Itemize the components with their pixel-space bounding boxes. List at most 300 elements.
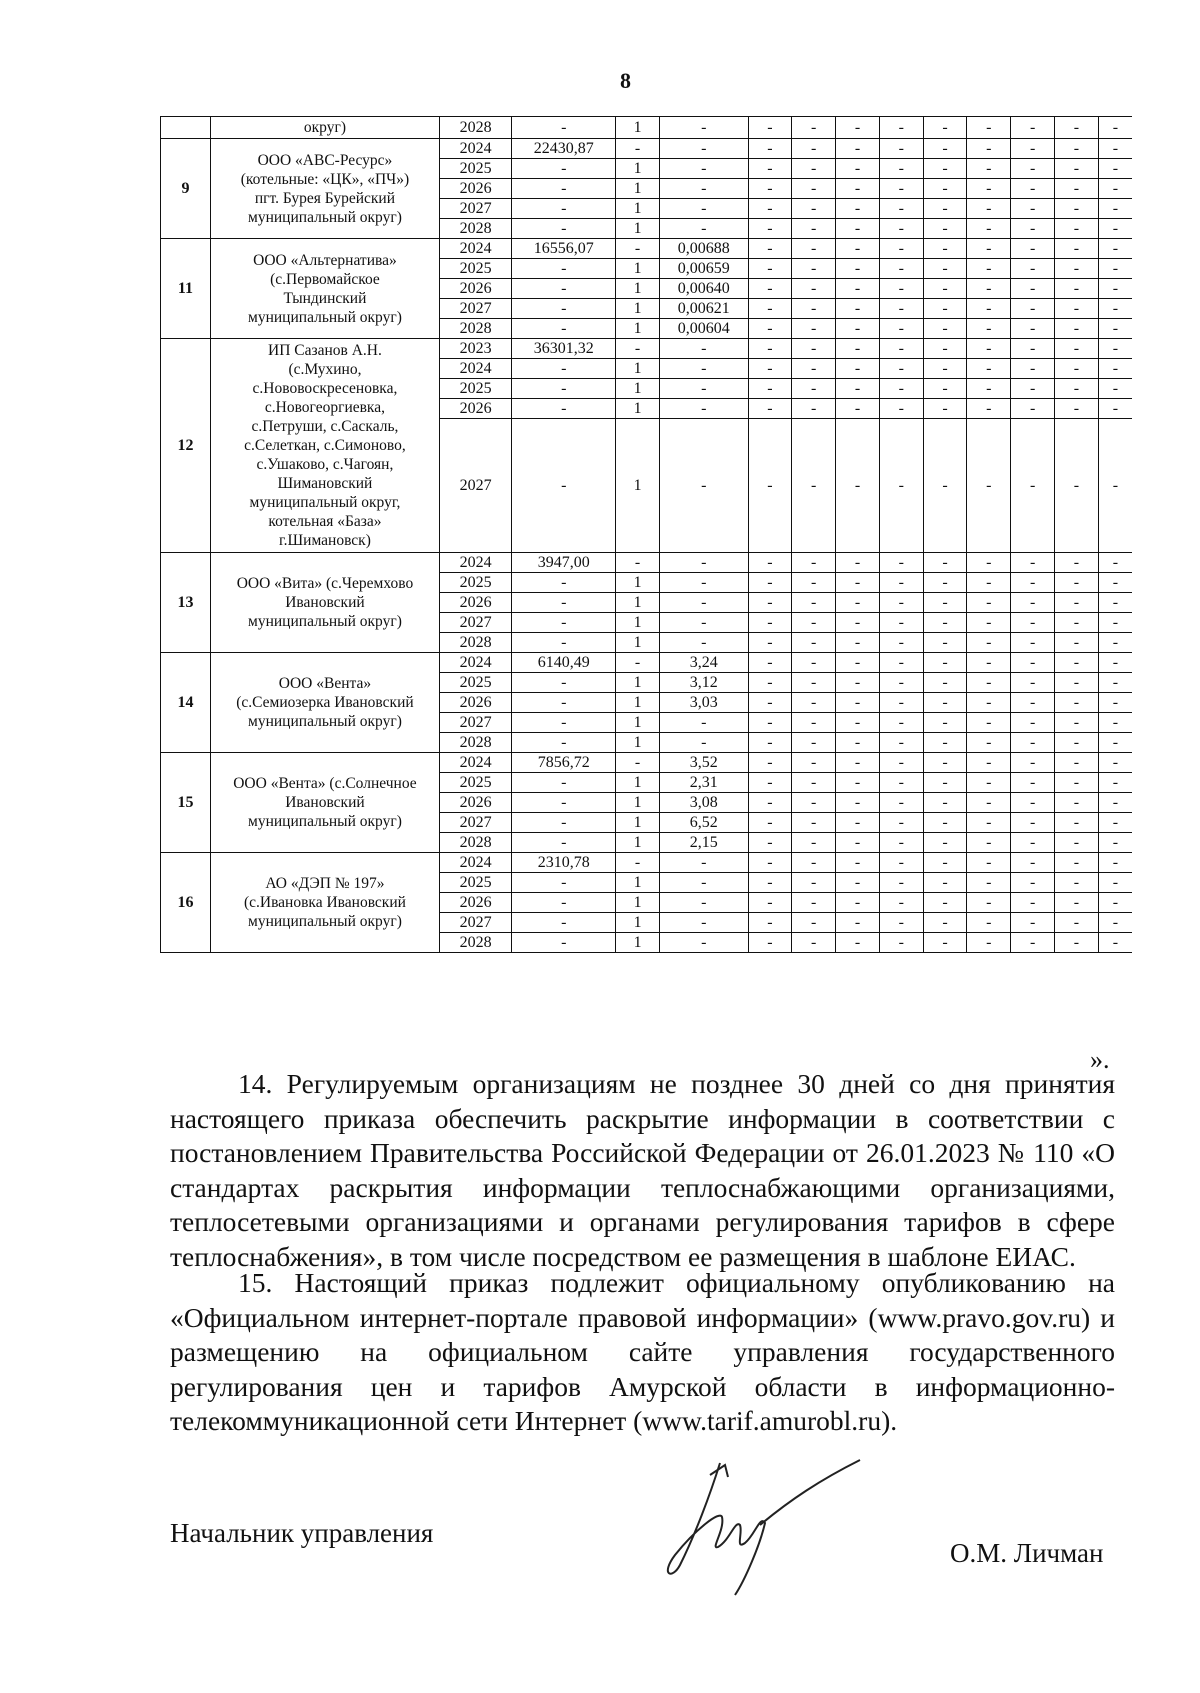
flag-cell: 1 — [616, 813, 660, 833]
indicator-cell: - — [659, 573, 748, 593]
flag-cell: 1 — [616, 159, 660, 179]
empty-cell: - — [748, 653, 792, 673]
empty-cell: - — [792, 399, 836, 419]
empty-cell: - — [748, 793, 792, 813]
tariff-table — [160, 116, 1132, 953]
empty-cell: - — [1011, 873, 1055, 893]
organization-line: муниципальный округ) — [248, 208, 402, 226]
value-cell: - — [512, 117, 616, 139]
empty-cell: - — [1011, 733, 1055, 753]
indicator-cell: - — [659, 419, 748, 553]
indicator-cell: 6,52 — [659, 813, 748, 833]
flag-cell: 1 — [616, 773, 660, 793]
year-cell: 2025 — [440, 159, 512, 179]
empty-cell: - — [792, 693, 836, 713]
empty-cell: - — [1011, 833, 1055, 853]
empty-cell: - — [748, 733, 792, 753]
empty-cell: - — [879, 613, 923, 633]
empty-cell: - — [879, 873, 923, 893]
empty-cell: - — [792, 219, 836, 239]
empty-cell: - — [748, 239, 792, 259]
organization-line: (с.Семиозерка Ивановский — [236, 694, 414, 711]
empty-cell: - — [792, 733, 836, 753]
empty-cell: - — [1098, 753, 1132, 773]
empty-cell: - — [1011, 259, 1055, 279]
empty-cell: - — [923, 319, 967, 339]
indicator-cell: 3,24 — [659, 653, 748, 673]
value-cell: 22430,87 — [512, 139, 616, 159]
value-cell: - — [512, 633, 616, 653]
empty-cell: - — [1055, 753, 1099, 773]
value-cell: - — [512, 693, 616, 713]
empty-cell: - — [967, 933, 1011, 953]
empty-cell: - — [1011, 299, 1055, 319]
empty-cell: - — [879, 633, 923, 653]
empty-cell: - — [967, 573, 1011, 593]
indicator-cell: - — [659, 359, 748, 379]
table-row — [161, 853, 1133, 873]
year-cell: 2024 — [440, 553, 512, 573]
empty-cell: - — [836, 239, 880, 259]
organization-line: муниципальный округ) — [248, 308, 402, 326]
indicator-cell: - — [659, 873, 748, 893]
empty-cell: - — [1055, 379, 1099, 399]
empty-cell: - — [1098, 219, 1132, 239]
flag-cell: 1 — [616, 117, 660, 139]
flag-cell: 1 — [616, 259, 660, 279]
empty-cell: - — [923, 259, 967, 279]
value-cell: - — [512, 813, 616, 833]
empty-cell: - — [748, 117, 792, 139]
indicator-cell: - — [659, 713, 748, 733]
empty-cell: - — [1055, 159, 1099, 179]
value-cell: - — [512, 259, 616, 279]
indicator-cell: - — [659, 179, 748, 199]
empty-cell: - — [1098, 833, 1132, 853]
empty-cell: - — [967, 239, 1011, 259]
flag-cell: 1 — [616, 199, 660, 219]
empty-cell: - — [1098, 713, 1132, 733]
empty-cell: - — [1011, 379, 1055, 399]
year-cell: 2027 — [440, 199, 512, 219]
indicator-cell: - — [659, 399, 748, 419]
empty-cell: - — [879, 259, 923, 279]
organization-line: (с.Мухино, — [288, 361, 362, 378]
empty-cell: - — [879, 793, 923, 813]
empty-cell: - — [748, 219, 792, 239]
empty-cell: - — [748, 753, 792, 773]
empty-cell: - — [923, 633, 967, 653]
indicator-cell: 3,52 — [659, 753, 748, 773]
organization-line: (с.Ивановка Ивановский — [243, 894, 406, 911]
empty-cell: - — [967, 793, 1011, 813]
empty-cell: - — [1098, 773, 1132, 793]
empty-cell: - — [1055, 773, 1099, 793]
empty-cell: - — [748, 913, 792, 933]
year-cell: 2024 — [440, 753, 512, 773]
empty-cell: - — [923, 773, 967, 793]
empty-cell: - — [792, 833, 836, 853]
empty-cell: - — [836, 673, 880, 693]
empty-cell: - — [923, 279, 967, 299]
year-cell: 2024 — [440, 139, 512, 159]
empty-cell: - — [792, 793, 836, 813]
row-number: 15 — [161, 753, 211, 853]
flag-cell: 1 — [616, 279, 660, 299]
empty-cell: - — [967, 733, 1011, 753]
empty-cell: - — [792, 359, 836, 379]
empty-cell: - — [967, 693, 1011, 713]
empty-cell: - — [1098, 853, 1132, 873]
year-cell: 2026 — [440, 593, 512, 613]
empty-cell: - — [836, 359, 880, 379]
empty-cell: - — [1098, 893, 1132, 913]
empty-cell: - — [1055, 553, 1099, 573]
empty-cell: - — [836, 419, 880, 553]
year-cell: 2026 — [440, 399, 512, 419]
empty-cell: - — [792, 199, 836, 219]
empty-cell: - — [1098, 117, 1132, 139]
empty-cell: - — [792, 279, 836, 299]
empty-cell: - — [967, 653, 1011, 673]
organization-line: Шимановский — [277, 475, 373, 492]
empty-cell: - — [1098, 419, 1132, 553]
empty-cell: - — [1055, 319, 1099, 339]
empty-cell: - — [836, 773, 880, 793]
empty-cell: - — [923, 219, 967, 239]
empty-cell: - — [1055, 853, 1099, 873]
indicator-cell: - — [659, 219, 748, 239]
empty-cell: - — [1098, 913, 1132, 933]
year-cell: 2024 — [440, 359, 512, 379]
empty-cell: - — [967, 753, 1011, 773]
organization-cell — [210, 553, 439, 653]
flag-cell: 1 — [616, 419, 660, 553]
empty-cell: - — [879, 753, 923, 773]
indicator-cell: - — [659, 379, 748, 399]
empty-cell: - — [1098, 179, 1132, 199]
value-cell: - — [512, 793, 616, 813]
empty-cell: - — [792, 853, 836, 873]
empty-cell: - — [748, 833, 792, 853]
empty-cell: - — [1011, 813, 1055, 833]
empty-cell: - — [1011, 159, 1055, 179]
empty-cell: - — [792, 813, 836, 833]
empty-cell: - — [792, 613, 836, 633]
empty-cell: - — [836, 913, 880, 933]
empty-cell: - — [879, 279, 923, 299]
empty-cell: - — [792, 773, 836, 793]
year-cell: 2026 — [440, 179, 512, 199]
flag-cell: 1 — [616, 713, 660, 733]
empty-cell: - — [1055, 933, 1099, 953]
empty-cell: - — [967, 259, 1011, 279]
empty-cell: - — [836, 633, 880, 653]
organization-line: ООО «Вента» (с.Солнечное — [233, 775, 417, 792]
value-cell: - — [512, 573, 616, 593]
empty-cell: - — [967, 279, 1011, 299]
empty-cell: - — [967, 913, 1011, 933]
indicator-cell: - — [659, 853, 748, 873]
empty-cell: - — [879, 219, 923, 239]
flag-cell: - — [616, 553, 660, 573]
year-cell: 2026 — [440, 893, 512, 913]
flag-cell: - — [616, 139, 660, 159]
empty-cell: - — [879, 593, 923, 613]
year-cell: 2028 — [440, 117, 512, 139]
organization-line: с.Ушаково, с.Чагоян, — [256, 456, 394, 473]
empty-cell: - — [836, 199, 880, 219]
empty-cell: - — [1011, 913, 1055, 933]
empty-cell: - — [923, 139, 967, 159]
empty-cell: - — [1011, 359, 1055, 379]
empty-cell: - — [748, 319, 792, 339]
indicator-cell: 0,00659 — [659, 259, 748, 279]
empty-cell: - — [1098, 279, 1132, 299]
empty-cell: - — [879, 139, 923, 159]
empty-cell: - — [748, 613, 792, 633]
empty-cell: - — [879, 419, 923, 553]
empty-cell: - — [1098, 693, 1132, 713]
empty-cell: - — [923, 179, 967, 199]
empty-cell: - — [967, 773, 1011, 793]
empty-cell: - — [879, 653, 923, 673]
empty-cell: - — [1098, 259, 1132, 279]
empty-cell: - — [792, 713, 836, 733]
empty-cell: - — [923, 753, 967, 773]
empty-cell: - — [1098, 873, 1132, 893]
empty-cell: - — [748, 773, 792, 793]
empty-cell: - — [923, 913, 967, 933]
empty-cell: - — [879, 159, 923, 179]
empty-cell: - — [1098, 399, 1132, 419]
empty-cell: - — [748, 339, 792, 359]
indicator-cell: 0,00604 — [659, 319, 748, 339]
empty-cell: - — [923, 853, 967, 873]
empty-cell: - — [836, 159, 880, 179]
empty-cell: - — [836, 553, 880, 573]
empty-cell: - — [1055, 573, 1099, 593]
year-cell: 2024 — [440, 239, 512, 259]
empty-cell: - — [836, 813, 880, 833]
empty-cell: - — [1098, 653, 1132, 673]
organization-line: ООО «Вента» — [278, 675, 372, 692]
empty-cell: - — [792, 893, 836, 913]
row-number: 16 — [161, 853, 211, 953]
empty-cell: - — [836, 833, 880, 853]
empty-cell: - — [748, 139, 792, 159]
year-cell: 2025 — [440, 573, 512, 593]
organization-line: с.Селеткан, с.Симоново, — [244, 437, 406, 454]
value-cell: - — [512, 733, 616, 753]
organization-line: с.Петруши, с.Саскаль, — [251, 418, 399, 435]
indicator-cell: - — [659, 893, 748, 913]
row-number: 12 — [161, 339, 211, 553]
empty-cell: - — [923, 793, 967, 813]
flag-cell: - — [616, 753, 660, 773]
empty-cell: - — [1011, 219, 1055, 239]
empty-cell: - — [1055, 179, 1099, 199]
value-cell: 36301,32 — [512, 339, 616, 359]
organization-cell — [210, 117, 439, 139]
organization-line: АО «ДЭП № 197» — [265, 875, 385, 892]
empty-cell: - — [1011, 419, 1055, 553]
year-cell: 2024 — [440, 653, 512, 673]
organization-cell — [210, 653, 439, 753]
empty-cell: - — [1011, 773, 1055, 793]
value-cell: - — [512, 199, 616, 219]
year-cell: 2026 — [440, 693, 512, 713]
organization-line: муниципальный округ) — [248, 813, 402, 830]
empty-cell: - — [1098, 633, 1132, 653]
empty-cell: - — [1055, 139, 1099, 159]
empty-cell: - — [1011, 853, 1055, 873]
empty-cell: - — [792, 573, 836, 593]
year-cell: 2028 — [440, 219, 512, 239]
table-row — [161, 753, 1133, 773]
empty-cell: - — [967, 219, 1011, 239]
organization-line: пгт. Бурея Бурейский — [254, 189, 395, 207]
value-cell: - — [512, 319, 616, 339]
year-cell: 2028 — [440, 319, 512, 339]
empty-cell: - — [792, 913, 836, 933]
empty-cell: - — [792, 239, 836, 259]
empty-cell: - — [836, 893, 880, 913]
empty-cell: - — [879, 239, 923, 259]
value-cell: - — [512, 379, 616, 399]
empty-cell: - — [967, 399, 1011, 419]
empty-cell: - — [879, 693, 923, 713]
flag-cell: 1 — [616, 873, 660, 893]
empty-cell: - — [879, 339, 923, 359]
closing-quote: ». — [1090, 1045, 1110, 1074]
empty-cell: - — [1011, 239, 1055, 259]
organization-line: с.Новогеоргиевка, — [264, 399, 385, 416]
value-cell: - — [512, 399, 616, 419]
table-row — [161, 553, 1133, 573]
empty-cell: - — [792, 633, 836, 653]
empty-cell: - — [1098, 933, 1132, 953]
flag-cell: 1 — [616, 613, 660, 633]
indicator-cell: - — [659, 593, 748, 613]
empty-cell: - — [1098, 139, 1132, 159]
indicator-cell: - — [659, 933, 748, 953]
table-row — [161, 339, 1133, 359]
empty-cell: - — [792, 653, 836, 673]
empty-cell: - — [923, 419, 967, 553]
empty-cell: - — [879, 713, 923, 733]
signatory-title: Начальник управления — [170, 1518, 434, 1548]
empty-cell: - — [836, 613, 880, 633]
empty-cell: - — [836, 139, 880, 159]
organization-cell — [210, 139, 439, 239]
empty-cell: - — [1011, 117, 1055, 139]
empty-cell: - — [748, 359, 792, 379]
row-number: 9 — [161, 139, 211, 239]
empty-cell: - — [923, 339, 967, 359]
empty-cell: - — [1055, 893, 1099, 913]
value-cell: - — [512, 419, 616, 553]
empty-cell: - — [923, 693, 967, 713]
year-cell: 2027 — [440, 913, 512, 933]
empty-cell: - — [1011, 179, 1055, 199]
empty-cell: - — [1055, 199, 1099, 219]
indicator-cell: - — [659, 339, 748, 359]
indicator-cell: 0,00688 — [659, 239, 748, 259]
value-cell: - — [512, 893, 616, 913]
empty-cell: - — [923, 833, 967, 853]
organization-line: муниципальный округ) — [248, 713, 402, 730]
year-cell: 2028 — [440, 933, 512, 953]
empty-cell: - — [1098, 553, 1132, 573]
organization-line: ИП Сазанов А.Н. — [268, 342, 382, 359]
empty-cell: - — [836, 653, 880, 673]
empty-cell: - — [1098, 813, 1132, 833]
empty-cell: - — [836, 933, 880, 953]
flag-cell: - — [616, 239, 660, 259]
empty-cell: - — [748, 813, 792, 833]
empty-cell: - — [1098, 593, 1132, 613]
empty-cell: - — [1055, 339, 1099, 359]
flag-cell: 1 — [616, 933, 660, 953]
table-row — [161, 239, 1133, 259]
empty-cell: - — [1098, 673, 1132, 693]
empty-cell: - — [923, 399, 967, 419]
empty-cell: - — [1011, 673, 1055, 693]
empty-cell: - — [792, 593, 836, 613]
empty-cell: - — [748, 693, 792, 713]
organization-cell — [210, 753, 439, 853]
value-cell: - — [512, 299, 616, 319]
organization-line: ООО «Альтернатива» — [253, 251, 397, 269]
empty-cell: - — [923, 613, 967, 633]
organization-line: Ивановский — [285, 794, 365, 811]
row-number: 11 — [161, 239, 211, 339]
row-number — [161, 117, 211, 139]
empty-cell: - — [967, 553, 1011, 573]
empty-cell: - — [1011, 633, 1055, 653]
value-cell: - — [512, 279, 616, 299]
empty-cell: - — [879, 319, 923, 339]
indicator-cell: 3,08 — [659, 793, 748, 813]
organization-line: Тындинский — [283, 289, 367, 307]
empty-cell: - — [1011, 319, 1055, 339]
flag-cell: 1 — [616, 379, 660, 399]
empty-cell: - — [967, 359, 1011, 379]
flag-cell: 1 — [616, 833, 660, 853]
empty-cell: - — [923, 573, 967, 593]
empty-cell: - — [1055, 117, 1099, 139]
empty-cell: - — [1098, 573, 1132, 593]
indicator-cell: - — [659, 117, 748, 139]
empty-cell: - — [1011, 279, 1055, 299]
flag-cell: 1 — [616, 793, 660, 813]
empty-cell: - — [748, 179, 792, 199]
empty-cell: - — [836, 853, 880, 873]
empty-cell: - — [923, 593, 967, 613]
year-cell: 2026 — [440, 279, 512, 299]
organization-line: г.Шимановск) — [279, 532, 371, 549]
empty-cell: - — [967, 593, 1011, 613]
empty-cell: - — [1098, 793, 1132, 813]
row-number: 13 — [161, 553, 211, 653]
empty-cell: - — [1055, 419, 1099, 553]
empty-cell: - — [1055, 299, 1099, 319]
empty-cell: - — [748, 399, 792, 419]
organization-cell — [210, 853, 439, 953]
empty-cell: - — [967, 319, 1011, 339]
organization-line: муниципальный округ) — [248, 613, 402, 630]
